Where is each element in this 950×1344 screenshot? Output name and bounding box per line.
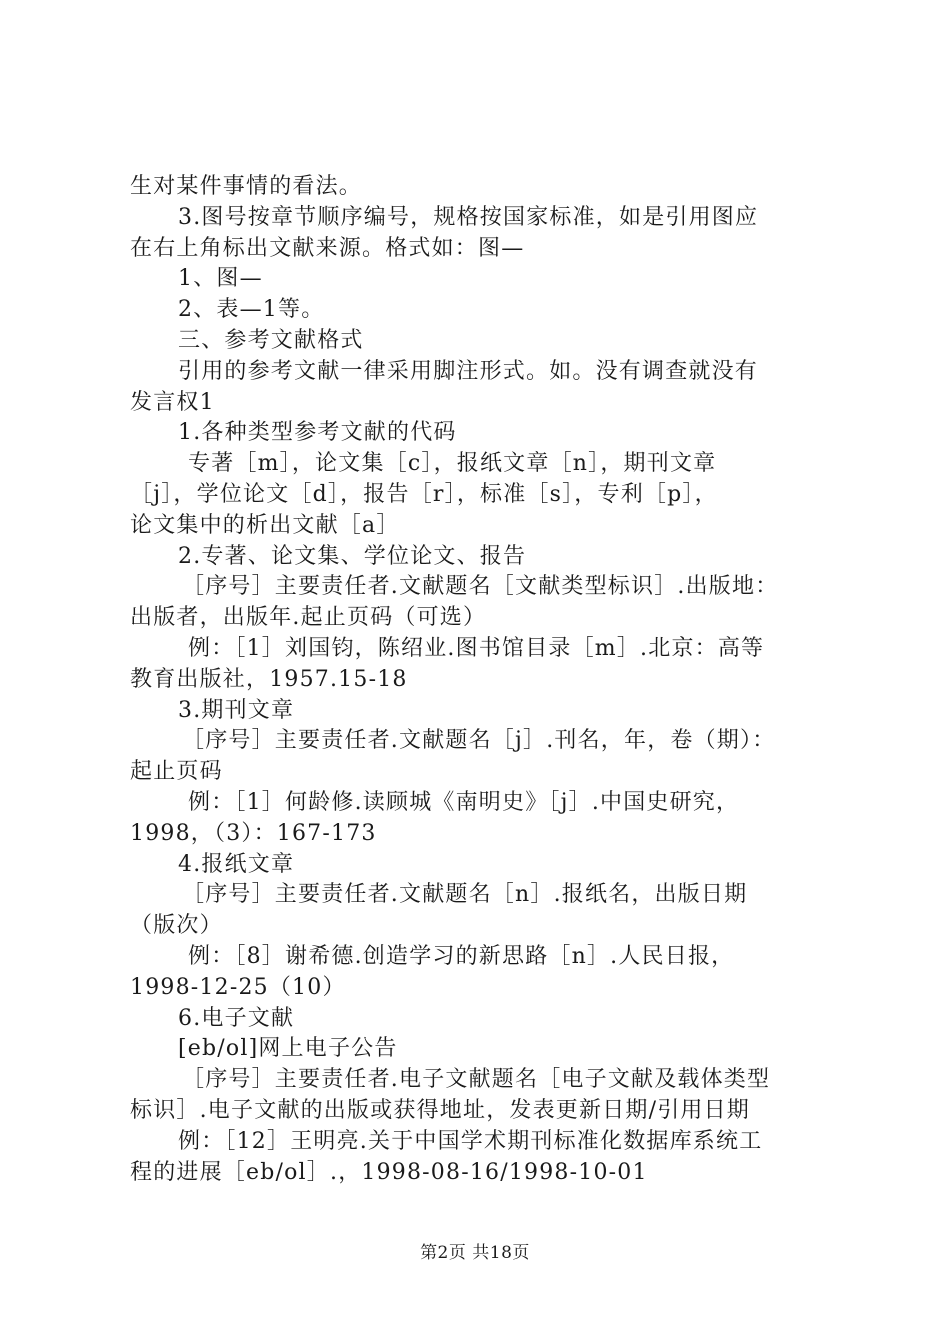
subsection-heading: 2.专著、论文集、学位论文、报告 (178, 543, 527, 569)
format-line: ［序号］主要责任者.电子文献题名［电子文献及载体类型 (182, 1067, 771, 1093)
text-line: 1、图— (178, 266, 263, 292)
format-line: ［序号］主要责任者.文献题名［n］.报纸名，出版日期 (182, 882, 748, 908)
text-line: 论文集中的析出文献［a］ (130, 512, 400, 538)
text-line: 生对某件事情的看法。 (130, 174, 363, 199)
subsection-heading: 3.期刊文章 (178, 697, 295, 723)
example-line: 程的进展［eb/ol］.，1998-08-16/1998-10-01 (130, 1159, 648, 1185)
example-line: 1998，（3）：167-173 (130, 820, 377, 846)
text-line: 专著［m］，论文集［c］，报纸文章［n］，期刊文章 (188, 451, 717, 477)
text-line: [eb/ol]网上电子公告 (178, 1036, 398, 1062)
format-line: ［序号］主要责任者.文献题名［文献类型标识］.出版地： (182, 574, 779, 600)
example-line: 例：［1］刘国钧，陈绍业.图书馆目录［m］.北京：高等 (188, 635, 765, 661)
document-body (130, 172, 835, 1188)
text-line: 发言权1 (130, 389, 215, 415)
text-line: 3.图号按章节顺序编号，规格按国家标准，如是引用图应 (178, 204, 759, 230)
text-line: 在右上角标出文献来源。格式如：图— (130, 235, 525, 261)
subsection-heading: 1.各种类型参考文献的代码 (178, 420, 457, 446)
example-line: 教育出版社，1957.15-18 (130, 666, 408, 692)
format-line: （版次） (130, 913, 223, 939)
page-number-footer: 第2页 共18页 (420, 1243, 530, 1263)
format-line: 起止页码 (130, 759, 223, 785)
example-line: 例：［1］何龄修.读顾城《南明史》［j］.中国史研究， (188, 789, 740, 815)
example-line: 例：［12］王明亮.关于中国学术期刊标准化数据库系统工 (178, 1128, 763, 1154)
format-line: 出版者，出版年.起止页码（可选） (130, 605, 487, 631)
format-line: ［序号］主要责任者.文献题名［j］.刊名，年，卷（期）： (182, 728, 776, 754)
section-heading: 三、参考文献格式 (178, 327, 364, 353)
subsection-heading: 4.报纸文章 (178, 851, 295, 877)
example-line: 1998-12-25（10） (130, 974, 346, 1000)
subsection-heading: 6.电子文献 (178, 1005, 295, 1031)
text-line: 引用的参考文献一律采用脚注形式。如。没有调查就没有 (178, 358, 759, 384)
text-line: 2、表—1等。 (178, 297, 325, 323)
example-line: 例：［8］谢希德.创造学习的新思路［n］.人民日报， (188, 943, 735, 969)
text-line: ［j］，学位论文［d］，报告［r］，标准［s］，专利［p］， (130, 481, 718, 507)
format-line: 标识］.电子文献的出版或获得地址，发表更新日期/引用日期 (130, 1097, 751, 1123)
